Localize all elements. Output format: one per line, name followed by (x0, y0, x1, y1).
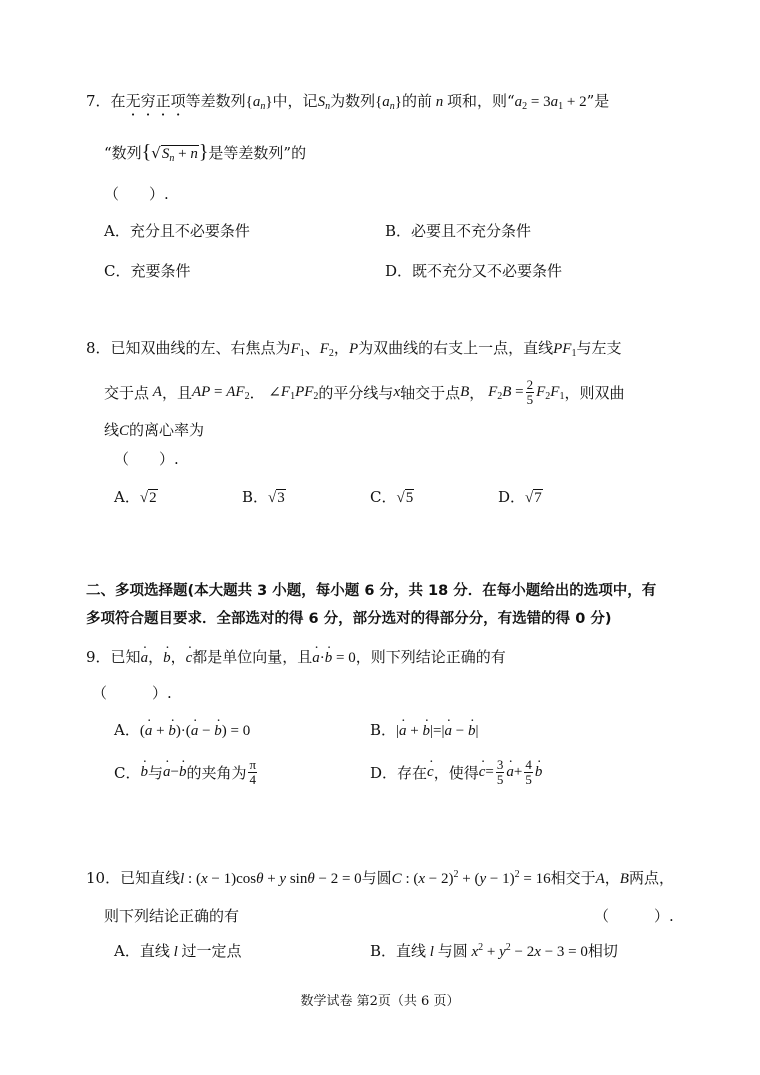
q9-paren: （ ）. (92, 684, 172, 702)
q8-text: 轴交于点 (400, 383, 461, 402)
q9-number: 9． (86, 648, 111, 666)
q8-text: 的平分线与 (318, 383, 394, 402)
option-text: 直线 (139, 942, 170, 960)
q8-text: 线 (104, 421, 120, 439)
option-text: 存在 (397, 763, 428, 782)
q7-option-c (104, 260, 191, 281)
q8-text: 、 (304, 339, 320, 357)
q8-option-b: B．√3 (242, 488, 285, 506)
option-text: 既不充分又不必要条件 (412, 262, 563, 280)
q10-option-a: A．直线 l 过一定点 (114, 942, 242, 960)
q8-text: ，则双曲 (564, 383, 625, 402)
q7-text: ”是 (586, 92, 610, 110)
option-label: C． (370, 488, 397, 506)
q10-text: 两点， (628, 869, 674, 887)
option-label: A． (114, 721, 140, 739)
q7-text: 中，记 (272, 92, 318, 110)
section2-heading-line1: 二、多项选择题(本大题共 3 小题，每小题 6 分，共 18 分．在每小题给出的选项中，有 (86, 583, 657, 599)
q8-text: 为双曲线的右支上一点，直线 (358, 339, 554, 357)
q7-text: 的前 (401, 92, 432, 110)
q9-option-a: A．(· a + · b)·(· a − · b) = 0 (114, 719, 250, 740)
q9-option-b: B．|· a + · b|=|· a − · b| (370, 719, 478, 740)
q7-text: 为数列 (330, 92, 376, 110)
q10-text: 与圆 (361, 869, 392, 887)
q10-option-b: B．直线 l 与圆 $x^2 + y^2 - 2x - 3 = 0$相切 (370, 942, 618, 960)
q10-paren: （ ）. (594, 907, 674, 925)
q7-number: 7． (86, 92, 111, 110)
option-label: C． (104, 262, 131, 280)
section2-heading-line2: 多项符合题目要求．全部选对的得 6 分，部分选对的得部分分，有选错的得 0 分) (86, 611, 612, 627)
option-label: A． (104, 222, 130, 240)
q7-text: 项和，则“ (447, 92, 515, 110)
q8-text: ，且 (161, 383, 192, 402)
q8-option-d: D．√7 (498, 488, 542, 506)
q9-text: ， (148, 648, 164, 666)
q7-text: 是等差数列”的 (208, 144, 307, 162)
option-text: 的夹角为 (186, 763, 247, 782)
q9-text: ，则下列结论正确的有 (355, 648, 506, 666)
q10-line2: 则下列结论正确的有 (104, 907, 240, 925)
option-value: 3 (277, 490, 285, 506)
q8-text: 的离心率为 (129, 421, 205, 439)
q10-text: 相交于 (550, 869, 596, 887)
option-text: ，使得 (433, 763, 479, 782)
q7-text: 在 (110, 92, 126, 110)
q10-text: 已知直线 (120, 869, 181, 887)
q8-option-a: A．√2 (114, 488, 157, 506)
option-value: 5 (405, 490, 414, 506)
option-label: B． (370, 721, 397, 739)
option-label: D． (385, 262, 413, 280)
q8-line3: 线C的离心率为 (104, 421, 205, 439)
q7-line2: “数列$\{√S_n + n\}$是等差数列”的 (104, 141, 307, 164)
option-label: D． (498, 488, 526, 506)
q7-line1: 7．在无穷正项等差数列$\{a_n\}$中，记$S_n$为数列$\{a_n\}$的前 n 项和，则“$a_2 = 3a_1 + 2$”是 (86, 92, 610, 112)
q8-line2: 交于点 A ，且 AP = $AF_2$ ． ∠ $F_1PF_2$ 的平分线与 x 轴交于点 B ， $F_2B$ = $\frac{2}{5}$ $F_2F_1$ ，则双曲 (104, 376, 625, 407)
q10-number: 10． (86, 869, 121, 887)
option-text: 充分且不必要条件 (129, 222, 250, 240)
q9-text: ， (170, 648, 186, 666)
q9-line1: 9．已知· a，· b，· c都是单位向量，且· a·· b = 0，则下列结论正确的有 (86, 646, 506, 667)
q8-text: ， (333, 339, 349, 357)
q9-text: 已知 (110, 648, 141, 666)
option-value: 7 (534, 490, 542, 506)
q7-option-b (385, 220, 531, 241)
option-label: B． (242, 488, 269, 506)
q8-text: 交于点 (104, 383, 150, 402)
page-footer: 数学试卷 第2页（共 6 页） (300, 994, 460, 1009)
q8-option-c: C．√5 (370, 488, 414, 506)
option-label: B． (385, 222, 412, 240)
q8-text: ． (249, 383, 265, 402)
q8-text: 已知双曲线的左、右焦点为 (110, 339, 291, 357)
option-text: 直线 (396, 942, 427, 960)
q9-option-d: D． 存在 · c ，使得 · c = $\frac{3}{5}$ · a + $\frac{4}{5}$ · b (370, 752, 542, 792)
q10-line1: 10．已知直线l : (x − 1)cosθ + y sinθ − 2 = 0与圆C : $(x - 2)^2 + (y - 1)^2 = 16$相交于A，B两点， (86, 869, 674, 887)
q10-text: ， (604, 869, 620, 887)
q9-text: 都是单位向量，且 (192, 648, 313, 666)
option-value: 2 (149, 490, 157, 506)
option-label: C． (114, 763, 141, 782)
option-label: D． (370, 763, 398, 782)
q7-option-d (385, 260, 562, 281)
option-text: 充要条件 (130, 262, 191, 280)
q7-option-a (104, 220, 250, 241)
q8-paren: （ ）. (114, 450, 179, 468)
option-text: 必要且不充分条件 (411, 222, 532, 240)
option-text: 与圆 (437, 942, 468, 960)
q7-emphasis: 无穷正项等差数列 (125, 92, 246, 110)
option-label: A． (114, 942, 140, 960)
q8-number: 8． (86, 339, 111, 357)
option-text: 过一定点 (181, 942, 242, 960)
option-text: 与 (147, 763, 163, 782)
q9-option-c: C． · b 与 · a − · b 的夹角为 $\frac{\pi}{4}$ (114, 752, 259, 792)
option-text: 相切 (587, 942, 618, 960)
option-label: A． (114, 488, 140, 506)
q7-paren: （ ）. (104, 185, 169, 203)
q7-text: “数列 (104, 144, 142, 162)
q8-text: 与左支 (576, 339, 622, 357)
q8-line1: 8．已知双曲线的左、右焦点为$F_1$、$F_2$，P为双曲线的右支上一点，直线$PF_1$与左支 (86, 339, 622, 359)
q8-text: ， (469, 383, 485, 402)
option-label: B． (370, 942, 397, 960)
